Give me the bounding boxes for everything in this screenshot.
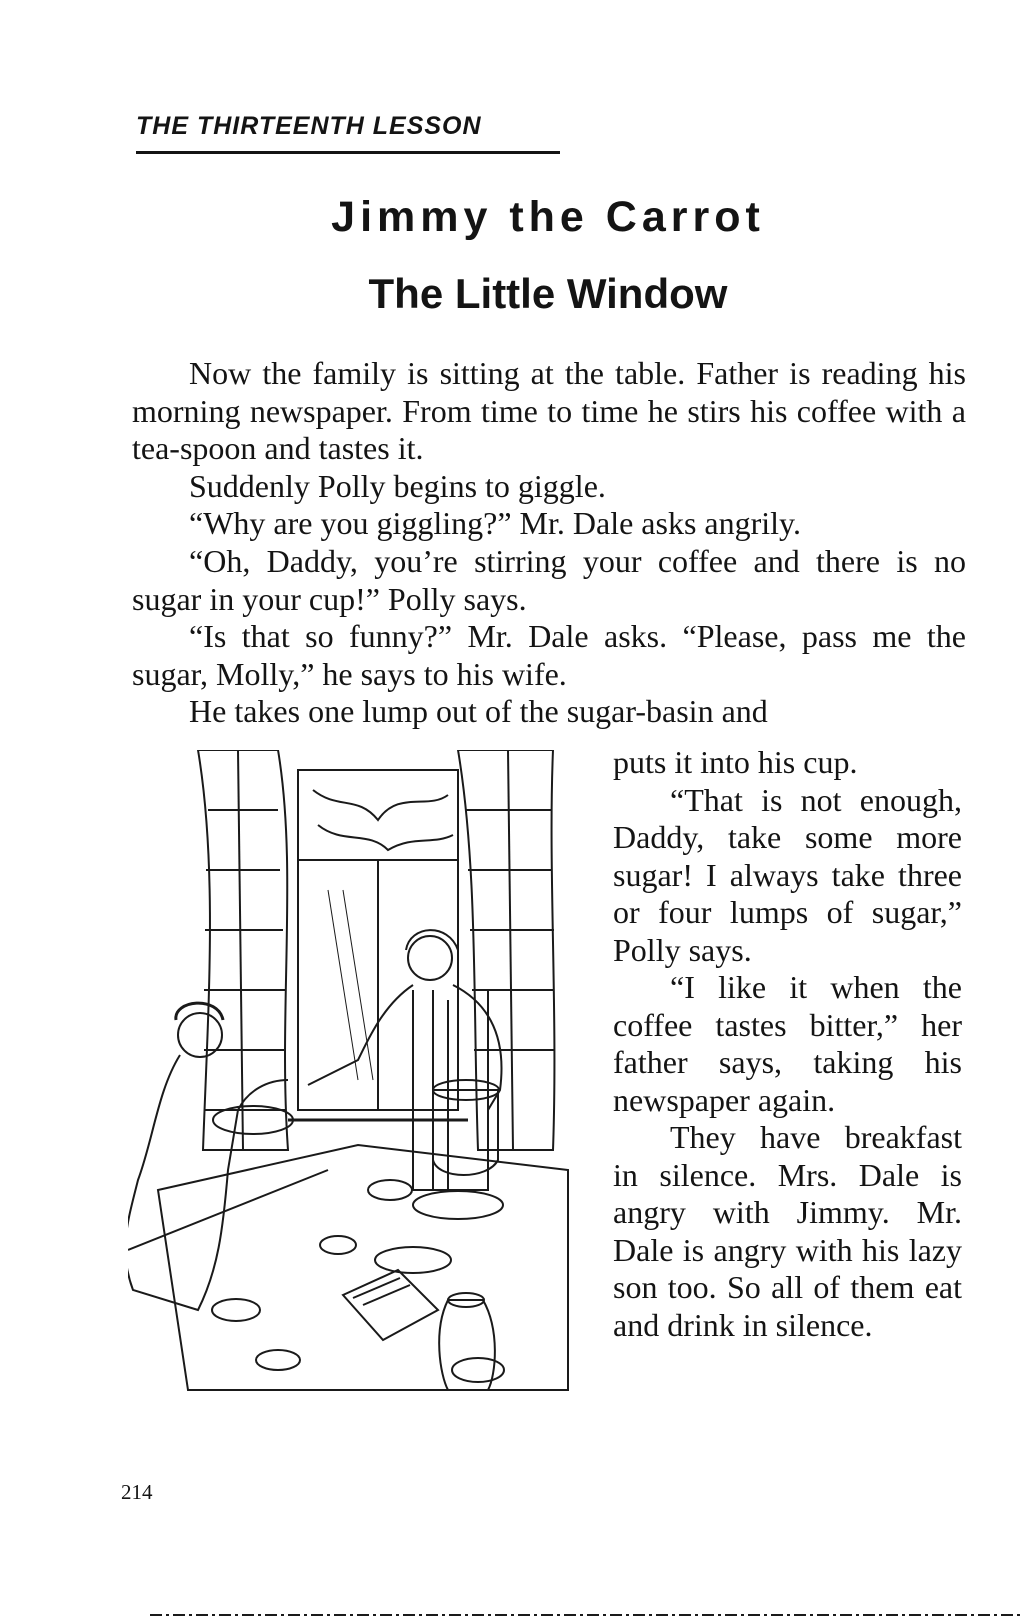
paragraph: “Why are you giggling?” Mr. Dale asks angrily. bbox=[189, 505, 801, 542]
paragraph: He takes one lump out of the sugar-basin and bbox=[189, 693, 768, 730]
breakfast-illustration bbox=[128, 750, 573, 1420]
page-number: 214 bbox=[121, 1480, 153, 1504]
paragraph: “Oh, Daddy, you’re stirring your coffee and there is no sugar in your cup!” Polly says. bbox=[132, 542, 966, 617]
paragraph: “That is not enough, Daddy, take some more sugar! I always take three or four lumps of sugar,” Polly says. bbox=[613, 781, 962, 968]
paragraph: Now the family is sitting at the table. Father is reading his morning newspaper. From time to time he stirs his coffee with a tea-spoon and tastes it. bbox=[132, 355, 966, 467]
lesson-label: THE THIRTEENTH LESSON bbox=[136, 112, 482, 140]
paragraph: “I like it when the coffee tastes bitter,” her father says, taking his newspaper again. bbox=[613, 969, 962, 1118]
story-text-side bbox=[613, 744, 962, 1344]
page-edge-line bbox=[150, 1610, 1024, 1620]
story-subtitle: The Little Window bbox=[368, 270, 728, 317]
story-text bbox=[132, 355, 966, 731]
lesson-header bbox=[136, 112, 560, 154]
paragraph: They have breakfast in silence. Mrs. Dale is angry with Jimmy. Mr. Dale is angry with his lazy son too. So all of them eat and drink in silence. bbox=[613, 1119, 962, 1343]
paragraph: puts it into his cup. bbox=[613, 744, 858, 780]
story-title: Jimmy the Carrot bbox=[331, 193, 765, 241]
paragraph: “Is that so funny?” Mr. Dale asks. “Please, pass me the sugar, Molly,” he says to his wife. bbox=[132, 618, 966, 692]
paragraph: Suddenly Polly begins to giggle. bbox=[189, 467, 606, 504]
